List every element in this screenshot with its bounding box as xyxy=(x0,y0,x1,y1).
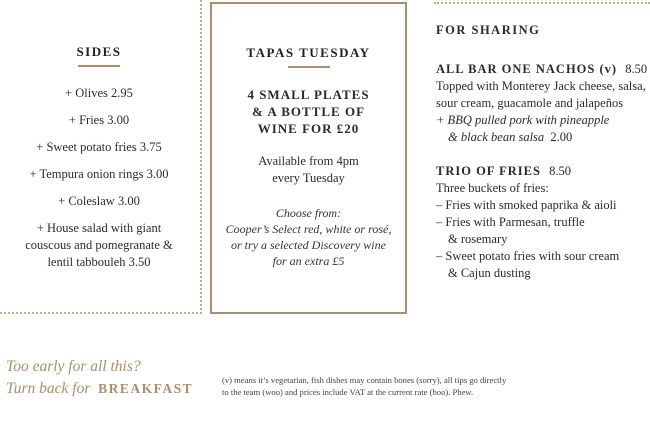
nachos-title xyxy=(436,61,650,78)
fries-option-continued: & rosemary xyxy=(448,232,508,246)
nachos-name: ALL BAR ONE NACHOS (v) xyxy=(436,62,618,76)
fries-option: – Fries with smoked paprika & aioli xyxy=(436,198,617,212)
fries-price: 8.50 xyxy=(549,164,572,178)
tapas-wine-choice-line: Cooper’s Select red, white or rosé, xyxy=(225,222,392,236)
tapas-title: TAPAS TUESDAY xyxy=(246,45,371,60)
sides-title: SIDES xyxy=(76,44,122,59)
breakfast-prompt xyxy=(6,356,193,400)
breakfast-prompt-line: Too early for all this? xyxy=(6,358,141,375)
sides-title-underline xyxy=(78,65,120,67)
for-sharing-section xyxy=(436,22,650,282)
tapas-offer-line: WINE FOR £20 xyxy=(257,121,360,136)
tapas-title-underline xyxy=(288,66,330,68)
breakfast-prompt-line xyxy=(6,378,193,400)
sides-item-onion-rings: + Tempura onion rings 3.00 xyxy=(29,167,169,181)
nachos-addon-text: & black bean salsa xyxy=(448,130,545,144)
sharing-title: FOR SHARING xyxy=(436,23,541,37)
tapas-offer xyxy=(212,86,405,137)
breakfast-link[interactable]: BREAKFAST xyxy=(98,381,194,396)
fries-intro: Three buckets of fries: xyxy=(436,181,549,195)
nachos-desc-line: Topped with Monterey Jack cheese, salsa, xyxy=(436,79,646,93)
nachos-desc-line: sour cream, guacamole and jalapeños xyxy=(436,96,624,110)
fries-option-continued: & Cajun dusting xyxy=(448,266,531,280)
sharing-top-divider xyxy=(434,2,650,4)
footer-disclaimer xyxy=(222,374,512,398)
tapas-wine-choice-line: for an extra £5 xyxy=(272,254,345,268)
tapas-tuesday-panel xyxy=(210,2,407,314)
tapas-offer-line: 4 SMALL PLATES xyxy=(247,87,370,102)
fries-title xyxy=(436,163,650,180)
sides-item-coleslaw: + Coleslaw 3.00 xyxy=(58,194,140,208)
tapas-availability-line: every Tuesday xyxy=(272,171,345,185)
fries-name: TRIO OF FRIES xyxy=(436,164,541,178)
sides-item-house-salad: + House salad with giant couscous and pomegranate & lentil tabbouleh 3.50 xyxy=(25,221,173,269)
tapas-wine-choice xyxy=(212,205,405,269)
nachos-addon-line xyxy=(436,129,650,146)
sides-list xyxy=(0,85,200,271)
trio-of-fries-dish xyxy=(436,163,650,282)
tapas-offer-line: & A BOTTLE OF xyxy=(251,104,366,119)
tapas-wine-choice-line: or try a selected Discovery wine xyxy=(231,238,386,252)
footer-disclaimer-line: to the team (woo) and prices include VAT at the current rate (boo). Phew. xyxy=(222,387,474,397)
footer-disclaimer-line: (v) means it’s vegetarian, fish dishes may contain bones (sorry), all tips go directly xyxy=(222,375,507,385)
fries-option: – Sweet potato fries with sour cream xyxy=(436,249,620,263)
sides-panel xyxy=(0,0,202,314)
sides-item-sweet-potato-fries: + Sweet potato fries 3.75 xyxy=(36,140,162,154)
sides-item-olives: + Olives 2.95 xyxy=(65,86,133,100)
fries-option: – Fries with Parmesan, truffle xyxy=(436,215,585,229)
nachos-addon-line: + BBQ pulled pork with pineapple xyxy=(436,113,610,127)
breakfast-prefix: Turn back for xyxy=(6,380,91,397)
tapas-availability-line: Available from 4pm xyxy=(258,154,359,168)
tapas-wine-choice-line: Choose from: xyxy=(275,206,342,220)
nachos-price: 8.50 xyxy=(625,62,648,76)
sides-item-fries: + Fries 3.00 xyxy=(68,113,130,127)
nachos-addon-price: 2.00 xyxy=(550,130,573,144)
tapas-availability xyxy=(212,153,405,187)
nachos-dish xyxy=(436,61,650,146)
